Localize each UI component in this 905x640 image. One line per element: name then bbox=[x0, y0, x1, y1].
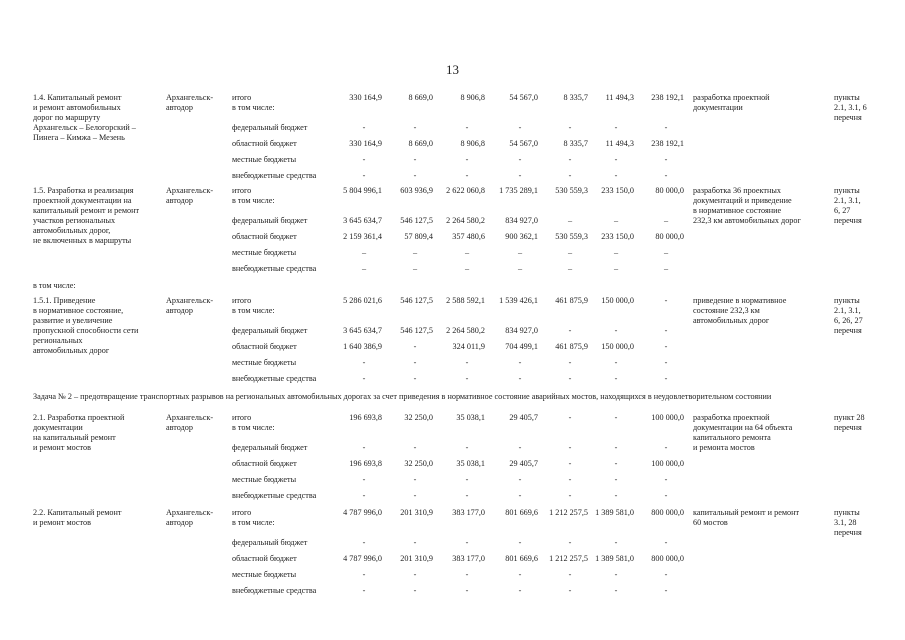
funding-source-label: областной бюджет bbox=[232, 459, 297, 468]
funding-value: - bbox=[465, 358, 469, 367]
funding-value: - bbox=[362, 171, 366, 180]
funding-value: 2 588 592,1 bbox=[446, 296, 485, 305]
funding-value: - bbox=[362, 475, 366, 484]
funding-value: – bbox=[517, 248, 523, 257]
funding-value: 2 264 580,2 bbox=[446, 216, 485, 225]
funding-source-label: внебюджетные средства bbox=[232, 264, 317, 273]
funding-value: - bbox=[664, 296, 668, 305]
funding-source-label: местные бюджеты bbox=[232, 248, 297, 257]
funding-value: 4 787 996,0 bbox=[343, 508, 382, 517]
funding-value: - bbox=[614, 413, 618, 422]
funding-value: – bbox=[613, 248, 619, 257]
funding-source-label: итого в том числе: bbox=[232, 93, 275, 112]
funding-value: - bbox=[568, 171, 572, 180]
item-name: 1.4. Капитальный ремонт и ремонт автомобильных дорог по маршруту Архангельск – Белогорский – Пинега – Кимжа – Мезень bbox=[33, 93, 136, 142]
funding-value: - bbox=[413, 475, 417, 484]
funding-value: - bbox=[518, 475, 522, 484]
funding-value: - bbox=[664, 171, 668, 180]
funding-value: 80 000,0 bbox=[655, 186, 684, 195]
funding-value: 546 127,5 bbox=[400, 296, 433, 305]
funding-value: 461 875,9 bbox=[555, 342, 588, 351]
funding-value: - bbox=[614, 358, 618, 367]
funding-value: 201 310,9 bbox=[400, 508, 433, 517]
funding-value: - bbox=[465, 538, 469, 547]
funding-value: 8 335,7 bbox=[563, 93, 588, 102]
funding-value: 8 669,0 bbox=[408, 139, 433, 148]
funding-value: 196 693,8 bbox=[349, 459, 382, 468]
funding-value: - bbox=[413, 586, 417, 595]
funding-value: - bbox=[614, 123, 618, 132]
funding-value: 2 159 361,4 bbox=[343, 232, 382, 241]
funding-source-label: итого в том числе: bbox=[232, 186, 275, 205]
task-2-heading: Задача № 2 – предотвращение транспортных разрывов на региональных автомобильных дорогах за счет приведения в нормативное состояние аварийных мостов, находящихся в неудовлетворительном состоянии bbox=[33, 392, 772, 401]
funding-value: - bbox=[568, 155, 572, 164]
funding-value: - bbox=[614, 538, 618, 547]
funding-value: 196 693,8 bbox=[349, 413, 382, 422]
item-name: 2.2. Капитальный ремонт и ремонт мостов bbox=[33, 508, 122, 527]
funding-value: – bbox=[361, 248, 367, 257]
funding-value: - bbox=[614, 491, 618, 500]
funding-source-label: местные бюджеты bbox=[232, 475, 297, 484]
funding-value: 1 389 581,0 bbox=[595, 508, 634, 517]
funding-value: 201 310,9 bbox=[400, 554, 433, 563]
funding-value: - bbox=[518, 538, 522, 547]
funding-value: 1 539 426,1 bbox=[499, 296, 538, 305]
funding-value: – bbox=[613, 264, 619, 273]
funding-value: – bbox=[567, 216, 573, 225]
funding-value: 233 150,0 bbox=[601, 186, 634, 195]
funding-value: - bbox=[614, 475, 618, 484]
funding-source-label: федеральный бюджет bbox=[232, 216, 308, 225]
funding-value: - bbox=[568, 413, 572, 422]
funding-value: - bbox=[465, 123, 469, 132]
expected-result: разработка проектной документации на 64 объекта капитального ремонта и ремонта мостов bbox=[693, 413, 793, 452]
funding-value: - bbox=[614, 443, 618, 452]
funding-value: - bbox=[362, 538, 366, 547]
funding-value: – bbox=[613, 216, 619, 225]
funding-value: 704 499,1 bbox=[505, 342, 538, 351]
funding-value: 800 000,0 bbox=[651, 554, 684, 563]
funding-value: 5 804 996,1 bbox=[343, 186, 382, 195]
funding-source-label: областной бюджет bbox=[232, 232, 297, 241]
funding-value: - bbox=[614, 171, 618, 180]
funding-value: 900 362,1 bbox=[505, 232, 538, 241]
funding-value: - bbox=[362, 123, 366, 132]
funding-value: - bbox=[413, 358, 417, 367]
funding-value: - bbox=[362, 443, 366, 452]
funding-value: – bbox=[663, 248, 669, 257]
funding-source-label: местные бюджеты bbox=[232, 155, 297, 164]
funding-source-label: областной бюджет bbox=[232, 139, 297, 148]
funding-value: - bbox=[518, 491, 522, 500]
funding-value: - bbox=[518, 171, 522, 180]
funding-value: - bbox=[568, 538, 572, 547]
funding-value: - bbox=[568, 586, 572, 595]
funding-value: 8 906,8 bbox=[460, 139, 485, 148]
funding-value: 1 389 581,0 bbox=[595, 554, 634, 563]
funding-value: 54 567,0 bbox=[509, 93, 538, 102]
funding-value: - bbox=[664, 374, 668, 383]
funding-value: 238 192,1 bbox=[651, 139, 684, 148]
expected-result: разработка проектной документации bbox=[693, 93, 770, 112]
funding-value: - bbox=[664, 491, 668, 500]
funding-value: - bbox=[518, 570, 522, 579]
funding-value: 530 559,3 bbox=[555, 232, 588, 241]
funding-value: 150 000,0 bbox=[601, 296, 634, 305]
funding-value: – bbox=[663, 216, 669, 225]
funding-value: 801 669,6 bbox=[505, 554, 538, 563]
funding-source-label: итого в том числе: bbox=[232, 508, 275, 527]
funding-source-label: внебюджетные средства bbox=[232, 374, 317, 383]
funding-value: – bbox=[517, 264, 523, 273]
funding-value: – bbox=[567, 248, 573, 257]
funding-value: - bbox=[413, 570, 417, 579]
item-name: 1.5.1. Приведение в нормативное состояние, развитие и увеличение пропускной способности сети региональных автомобильных дорог bbox=[33, 296, 139, 355]
funding-value: - bbox=[413, 155, 417, 164]
executor: Архангельск- автодор bbox=[166, 93, 214, 112]
funding-source-label: итого в том числе: bbox=[232, 413, 275, 432]
funding-value: - bbox=[465, 475, 469, 484]
funding-value: 461 875,9 bbox=[555, 296, 588, 305]
funding-source-label: итого в том числе: bbox=[232, 296, 275, 315]
executor: Архангельск- автодор bbox=[166, 413, 214, 432]
funding-value: - bbox=[664, 443, 668, 452]
expected-result: капитальный ремонт и ремонт 60 мостов bbox=[693, 508, 800, 527]
funding-value: - bbox=[413, 538, 417, 547]
funding-source-label: федеральный бюджет bbox=[232, 326, 308, 335]
funding-value: - bbox=[614, 326, 618, 335]
subheading-in-that-number: в том числе: bbox=[33, 281, 76, 290]
funding-value: - bbox=[362, 570, 366, 579]
funding-value: - bbox=[465, 374, 469, 383]
funding-value: - bbox=[518, 586, 522, 595]
funding-value: - bbox=[413, 374, 417, 383]
funding-value: - bbox=[518, 155, 522, 164]
funding-value: - bbox=[413, 443, 417, 452]
funding-value: 1 735 289,1 bbox=[499, 186, 538, 195]
executor: Архангельск- автодор bbox=[166, 508, 214, 527]
item-name: 2.1. Разработка проектной документации на капитальный ремонт и ремонт мостов bbox=[33, 413, 125, 452]
funding-value: 546 127,5 bbox=[400, 326, 433, 335]
funding-value: 29 405,7 bbox=[509, 413, 538, 422]
funding-value: 80 000,0 bbox=[655, 232, 684, 241]
funding-value: 57 809,4 bbox=[404, 232, 433, 241]
funding-source-label: внебюджетные средства bbox=[232, 491, 317, 500]
funding-value: 2 264 580,2 bbox=[446, 326, 485, 335]
funding-source-label: внебюджетные средства bbox=[232, 171, 317, 180]
funding-value: - bbox=[465, 443, 469, 452]
funding-source-label: местные бюджеты bbox=[232, 570, 297, 579]
funding-value: 330 164,9 bbox=[349, 139, 382, 148]
executor: Архангельск- автодор bbox=[166, 186, 214, 205]
funding-source-label: областной бюджет bbox=[232, 554, 297, 563]
funding-value: - bbox=[413, 342, 417, 351]
list-points: пункты 3.1, 28 перечня bbox=[834, 508, 862, 537]
funding-value: 3 645 634,7 bbox=[343, 216, 382, 225]
funding-value: - bbox=[664, 358, 668, 367]
funding-source-label: областной бюджет bbox=[232, 342, 297, 351]
funding-value: 238 192,1 bbox=[651, 93, 684, 102]
funding-value: – bbox=[412, 248, 418, 257]
funding-value: - bbox=[465, 155, 469, 164]
funding-value: - bbox=[413, 171, 417, 180]
funding-value: 54 567,0 bbox=[509, 139, 538, 148]
funding-value: – bbox=[412, 264, 418, 273]
funding-value: - bbox=[465, 570, 469, 579]
funding-value: 834 927,0 bbox=[505, 216, 538, 225]
funding-value: 8 335,7 bbox=[563, 139, 588, 148]
funding-value: 357 480,6 bbox=[452, 232, 485, 241]
funding-value: - bbox=[465, 491, 469, 500]
funding-value: - bbox=[568, 123, 572, 132]
funding-value: - bbox=[614, 570, 618, 579]
funding-value: 383 177,0 bbox=[452, 554, 485, 563]
funding-source-label: федеральный бюджет bbox=[232, 538, 308, 547]
funding-value: – bbox=[361, 264, 367, 273]
funding-value: - bbox=[614, 155, 618, 164]
funding-value: 801 669,6 bbox=[505, 508, 538, 517]
funding-value: 530 559,3 bbox=[555, 186, 588, 195]
funding-value: - bbox=[568, 459, 572, 468]
funding-value: - bbox=[664, 326, 668, 335]
funding-value: - bbox=[518, 374, 522, 383]
executor: Архангельск- автодор bbox=[166, 296, 214, 315]
funding-value: - bbox=[362, 155, 366, 164]
funding-value: – bbox=[663, 264, 669, 273]
funding-value: 1 640 386,9 bbox=[343, 342, 382, 351]
funding-value: - bbox=[465, 586, 469, 595]
funding-value: - bbox=[362, 358, 366, 367]
funding-value: 324 011,9 bbox=[452, 342, 485, 351]
funding-value: 233 150,0 bbox=[601, 232, 634, 241]
page-number: 13 bbox=[446, 62, 459, 77]
funding-value: - bbox=[568, 475, 572, 484]
funding-value: - bbox=[664, 123, 668, 132]
list-points: пункты 2.1, 3.1, 6, 27 перечня bbox=[834, 186, 862, 225]
funding-value: – bbox=[464, 248, 470, 257]
funding-value: 29 405,7 bbox=[509, 459, 538, 468]
funding-value: - bbox=[614, 586, 618, 595]
funding-value: 100 000,0 bbox=[651, 413, 684, 422]
funding-value: 11 494,3 bbox=[605, 93, 634, 102]
expected-result: приведение в нормативное состояние 232,3 км автомобильных дорог bbox=[693, 296, 787, 325]
funding-value: - bbox=[664, 155, 668, 164]
funding-value: 4 787 996,0 bbox=[343, 554, 382, 563]
list-points: пункты 2.1, 3.1, 6 перечня bbox=[834, 93, 867, 122]
funding-value: 150 000,0 bbox=[601, 342, 634, 351]
funding-value: - bbox=[614, 374, 618, 383]
funding-value: - bbox=[568, 358, 572, 367]
funding-value: 5 286 021,6 bbox=[343, 296, 382, 305]
funding-value: 35 038,1 bbox=[456, 459, 485, 468]
funding-value: - bbox=[664, 538, 668, 547]
funding-value: 800 000,0 bbox=[651, 508, 684, 517]
funding-value: 8 906,8 bbox=[460, 93, 485, 102]
funding-value: - bbox=[568, 491, 572, 500]
item-name: 1.5. Разработка и реализация проектной документации на капитальный ремонт и ремонт участков региональных автомобильных дорог, не включенных в маршруты bbox=[33, 186, 140, 245]
funding-source-label: внебюджетные средства bbox=[232, 586, 317, 595]
funding-source-label: федеральный бюджет bbox=[232, 443, 308, 452]
funding-value: 1 212 257,5 bbox=[549, 508, 588, 517]
funding-value: 11 494,3 bbox=[605, 139, 634, 148]
list-points: пункты 2.1, 3.1, 6, 26, 27 перечня bbox=[834, 296, 863, 335]
funding-value: - bbox=[362, 374, 366, 383]
funding-value: - bbox=[518, 123, 522, 132]
funding-value: - bbox=[413, 491, 417, 500]
funding-value: - bbox=[413, 123, 417, 132]
funding-source-label: федеральный бюджет bbox=[232, 123, 308, 132]
expected-result: разработка 36 проектных документаций и приведение в нормативное состояние 232,3 км автомобильных дорог bbox=[693, 186, 801, 225]
funding-value: 546 127,5 bbox=[400, 216, 433, 225]
funding-value: – bbox=[464, 264, 470, 273]
funding-value: - bbox=[465, 171, 469, 180]
funding-value: 32 250,0 bbox=[404, 413, 433, 422]
list-points: пункт 28 перечня bbox=[834, 413, 865, 432]
funding-value: 834 927,0 bbox=[505, 326, 538, 335]
funding-value: 330 164,9 bbox=[349, 93, 382, 102]
funding-value: - bbox=[664, 570, 668, 579]
funding-value: 383 177,0 bbox=[452, 508, 485, 517]
funding-value: - bbox=[664, 475, 668, 484]
funding-value: - bbox=[664, 342, 668, 351]
funding-value: - bbox=[664, 586, 668, 595]
funding-value: - bbox=[568, 570, 572, 579]
funding-value: 32 250,0 bbox=[404, 459, 433, 468]
funding-value: 603 936,9 bbox=[400, 186, 433, 195]
funding-value: - bbox=[362, 586, 366, 595]
funding-value: 8 669,0 bbox=[408, 93, 433, 102]
funding-value: - bbox=[568, 443, 572, 452]
funding-source-label: местные бюджеты bbox=[232, 358, 297, 367]
funding-value: 1 212 257,5 bbox=[549, 554, 588, 563]
funding-value: 2 622 060,8 bbox=[446, 186, 485, 195]
funding-value: - bbox=[568, 326, 572, 335]
funding-value: - bbox=[362, 491, 366, 500]
funding-value: 100 000,0 bbox=[651, 459, 684, 468]
funding-value: 3 645 634,7 bbox=[343, 326, 382, 335]
funding-value: - bbox=[568, 374, 572, 383]
funding-value: - bbox=[518, 358, 522, 367]
funding-value: - bbox=[518, 443, 522, 452]
funding-value: 35 038,1 bbox=[456, 413, 485, 422]
funding-value: – bbox=[567, 264, 573, 273]
funding-value: - bbox=[614, 459, 618, 468]
